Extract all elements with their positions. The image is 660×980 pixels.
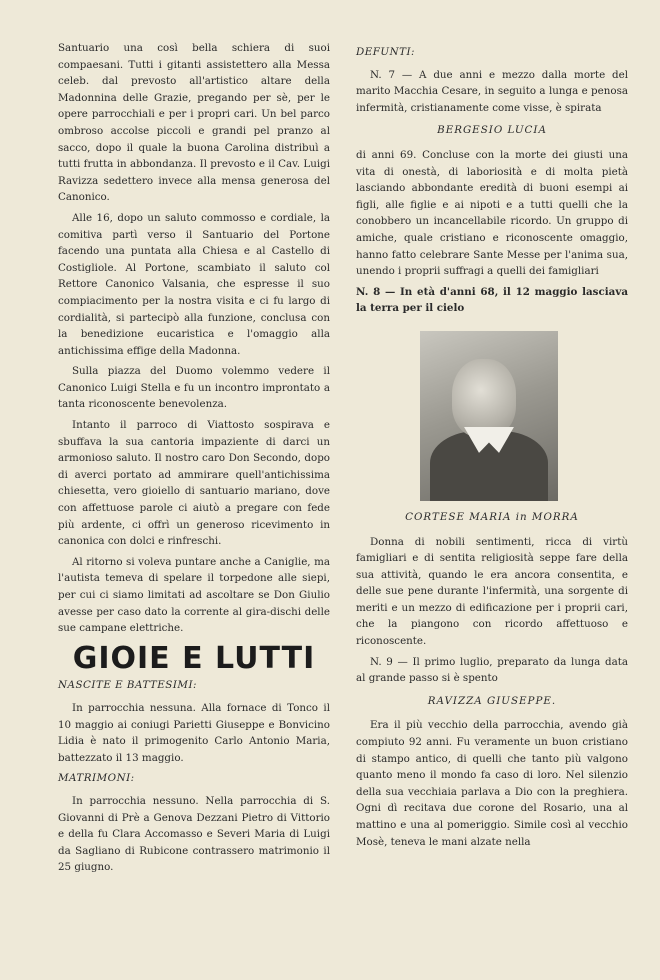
subsection-heading: NASCITE E BATTESIMI: (58, 679, 197, 692)
subsection-heading: DEFUNTI: (356, 46, 416, 58)
paragraph: Alle 16, dopo un saluto commosso e cordiale, la comitiva partì verso il Santuario del Portone facendo una puntata alla Chiesa e al Castello di Costigliole. Al Portone, scambiato il saluto col Rettore Canonico Valsania, che espresse il suo compiacimento per la nostra visita e ci fu largo di cordialità, si partecipò alla funzione, conclusa con la benedizione eucaristica e l'omaggio alla antichissima effige della Madonna. (58, 211, 330, 357)
paragraph: N. 8 — In età d'anni 68, il 12 maggio lasciava la terra per il cielo (356, 285, 628, 315)
photo-caption: CORTESE MARIA in MORRA (405, 510, 579, 523)
subsection-heading: MATRIMONI: (58, 772, 135, 785)
paragraph: Donna di nobili sentimenti, ricca di virtù famigliari e di sentita religiosità seppe fare della sua attività, quando le era ancora consentita, e delle sue pene durante l'infermità, una sorgente di meriti e un mezzo di edificazione per i proprii cari, che la piangono con ricordo affettuoso e riconoscente. (356, 535, 628, 648)
paragraph: di anni 69. Concluse con la morte dei giusti una vita di onestà, di laboriosità e di molta pietà lasciando abbondante eredità di buoni esempi ai figli, alle figlie e ai nipoti e a tutti quelli che la conobbero un incancellabile ricordo. Un gruppo di amiche, quale cristiano e riconoscente omaggio, hanno fatto celebrare Sante Messe per l'anima sua, unendo i proprii suffragi a quelli dei famigliari (356, 148, 628, 278)
paragraph: In parrocchia nessuna. Alla fornace di Tonco il 10 maggio ai coniugi Parietti Giuseppe e Bonvicino Lidia è nato il primogenito Carlo Antonio Maria, battezzato il 13 maggio. (58, 701, 330, 764)
paragraph: Sulla piazza del Duomo volemmo vedere il Canonico Luigi Stella e fu un incontro improntato a tanta riconoscente benevolenza. (58, 365, 330, 411)
right-column (356, 40, 628, 854)
paragraph: N. 9 — Il primo luglio, preparato da lunga data al grande passo si è spento (356, 655, 628, 685)
deceased-name: RAVIZZA GIUSEPPE. (427, 694, 557, 707)
paragraph: In parrocchia nessuno. Nella parrocchia di S. Giovanni di Prè a Genova Dezzani Pietro di Vittorio e della fu Clara Accomasso e Severi Maria di Luigi da Sagliano di Rubicone contrassero matrimonio il 25 giugno. (58, 794, 330, 874)
photo-head (452, 359, 516, 437)
paragraph: Al ritorno si voleva puntare anche a Caniglie, ma l'autista temeva di spelare il torpedone alle siepi, per cui ci siamo limitati ad ascoltare se Don Giulio avesse per caso dato la corrente al gira-dischi delle sue campane elettriche. (58, 555, 330, 635)
deceased-name: BERGESIO LUCIA (437, 124, 547, 137)
section-title: GIOIE E LUTTI (72, 640, 316, 676)
paragraph: Era il più vecchio della parrocchia, avendo già compiuto 92 anni. Fu veramente un buon cristiano di stampo antico, di quelli che tanto più valgono quanto meno il mondo fa caso di loro. Nel silenzio della sua vecchiaia parlava a Dio con la preghiera. Ogni dì recitava due corone del Rosario, una al mattino e una al pomeriggio. Simile così al vecchio Mosè, teneva le mani alzate nella (356, 719, 628, 848)
paragraph: Intanto il parroco di Viattosto sospirava e sbuffava la sua cantoria impaziente di darci un armonioso saluto. Il nostro caro Don Secondo, dopo di averci portato ad ammirare quell'antichissima chiesetta, vero gioiello di santuario mariano, dove con affettuose parole ci aiutò a pregare con fede più ardente, ci offrì un generoso ricevimento in canonica con dolci e rinfreschi. (58, 419, 330, 548)
paragraph: N. 7 — A due anni e mezzo dalla morte del marito Macchia Cesare, in seguito a lunga e penosa infermità, cristianamente come visse, è spirata (356, 68, 628, 114)
portrait-photo (420, 331, 558, 501)
paragraph: Santuario una così bella schiera di suoi compaesani. Tutti i gitanti assistettero alla Messa celeb. dal prevosto all'artistico altare della Madonnina delle Grazie, pregando per sè, per le opere parrocchiali e per i propri cari. Un bel parco ombroso accolse piccoli e grandi pel pranzo al sacco, dopo il quale la buona Carolina distribuì a tutti frutta in abbondanza. Il prevosto e il Cav. Luigi Ravizza sedettero invece alla mensa generosa del Canonico. (58, 42, 330, 204)
left-column (58, 40, 330, 880)
